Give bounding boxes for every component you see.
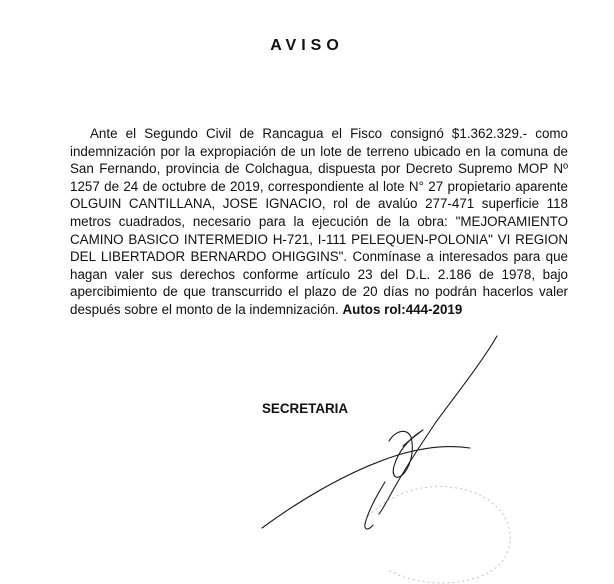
autos-rol: Autos rol:444-2019 bbox=[342, 301, 463, 317]
notice-paragraph-text: Ante el Segundo Civil de Rancagua el Fisco consignó $1.362.329.- como indemnización por la expropiación de un lote de terreno ubicado en la comuna de San Fernando, provincia de Colchagua, dispuesta por Decreto Supremo MOP Nº 1257 de 24 de octubre de 2019, correspondiente al lote N° 27 propietario aparente OLGUIN CANTILLANA, JOSE IGNACIO, rol de avalúo 277-471 superficie 118 metros cuadrados, necesario para la ejecución de la obra: "MEJORAMIENTO CAMINO BASICO INTERMEDIO H-721, I-111 PELEQUEN-POLONIA" VI REGION DEL LIBERTADOR BERNARDO OHIGGINS". Conmínase a interesados para que hagan valer sus derechos conforme artículo 23 del D.L. 2.186 de 1978, bajo apercibimiento de que transcurrido el plazo de 20 días no podrán hacerlos valer después sobre el monto de la indemnización. bbox=[70, 126, 568, 317]
notice-title: AVISO bbox=[270, 37, 344, 54]
signatory-label: SECRETARIA bbox=[262, 401, 349, 416]
seal-stamp-faint bbox=[365, 486, 510, 583]
signature-stroke-main bbox=[379, 336, 497, 514]
signature-stroke-lower bbox=[365, 482, 385, 529]
notice-paragraph bbox=[70, 125, 568, 319]
signature-stroke-loop bbox=[389, 431, 420, 477]
signature-stroke-tick bbox=[403, 430, 423, 446]
signature-stroke-sweep bbox=[262, 447, 470, 528]
